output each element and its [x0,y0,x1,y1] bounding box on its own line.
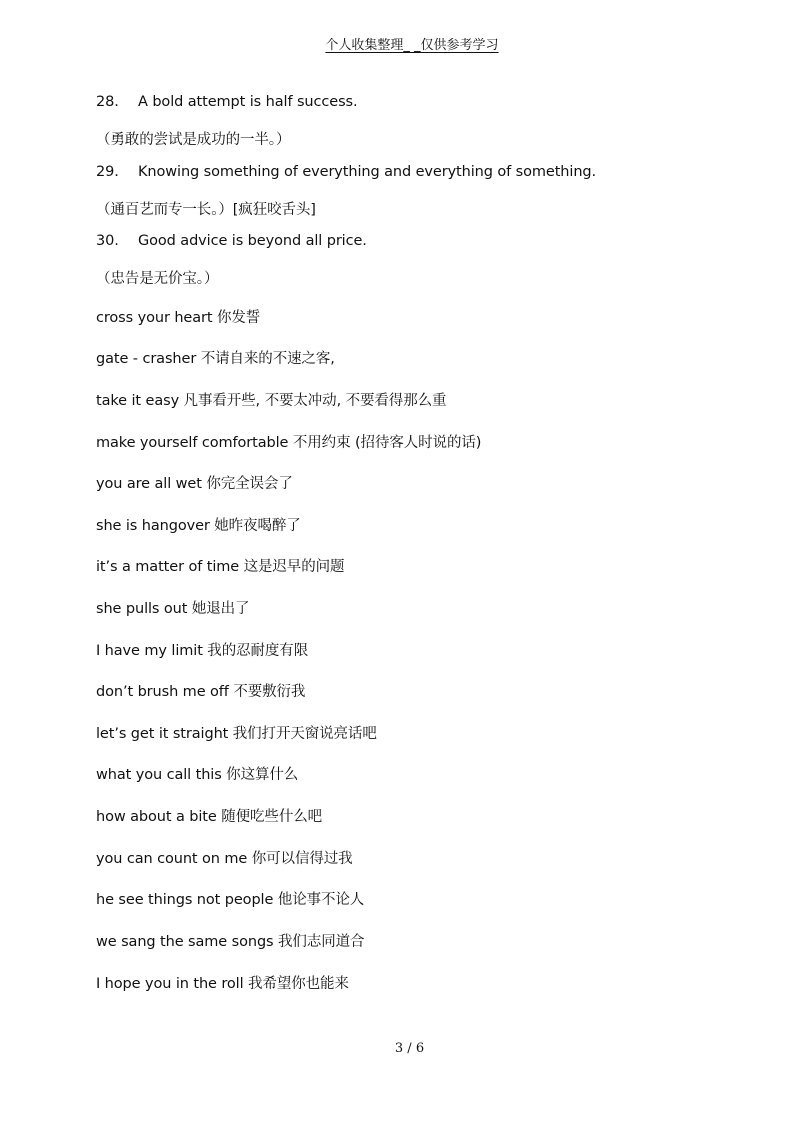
item-translation: （忠告是无价宝。） [96,271,219,287]
numbered-item [96,233,367,249]
phrase-line: how about a bite 随便吃些什么吧 [96,809,323,825]
item-translation: （勇敢的尝试是成功的一半。） [96,132,291,148]
item-number: 29. [96,164,119,180]
item-text: A bold attempt is half success. [138,94,358,110]
phrase-line: don’t brush me off 不要敷衍我 [96,684,306,700]
phrase-line: it’s a matter of time 这是迟早的问题 [96,559,345,575]
phrase-line: take it easy 凡事看开些, 不要太冲动, 不要看得那么重 [96,393,447,409]
item-text: Good advice is beyond all price. [138,233,367,249]
numbered-item [96,164,596,180]
phrase-line: you are all wet 你完全误会了 [96,476,293,492]
page-number: 3 / 6 [394,1041,425,1056]
item-text: Knowing something of everything and everything of something. [138,164,597,180]
item-translation: （通百艺而专一长。）[疯狂咬舌头] [96,202,316,218]
page-header [0,34,794,53]
phrase-line: we sang the same songs 我们志同道合 [96,934,365,950]
item-number: 28. [96,94,119,110]
phrase-line: I have my limit 我的忍耐度有限 [96,643,309,659]
item-number: 30. [96,233,119,249]
phrase-line: she is hangover 她昨夜喝醉了 [96,518,301,534]
numbered-item [96,94,357,110]
phrase-line: make yourself comfortable 不用约束 (招待客人时说的话) [96,435,482,451]
phrase-line: he see things not people 他论事不论人 [96,892,365,908]
phrase-line: gate - crasher 不请自来的不速之客, [96,351,335,367]
phrase-line: I hope you in the roll 我希望你也能来 [96,976,349,992]
phrase-line: you can count on me 你可以信得过我 [96,851,353,867]
phrase-line: what you call this 你这算什么 [96,767,299,783]
phrase-line: cross your heart 你发誓 [96,310,261,326]
header-text: 个人收集整理_ _仅供参考学习 [325,38,499,53]
phrase-line: let’s get it straight 我们打开天窗说亮话吧 [96,726,377,742]
phrase-line: she pulls out 她退出了 [96,601,250,617]
